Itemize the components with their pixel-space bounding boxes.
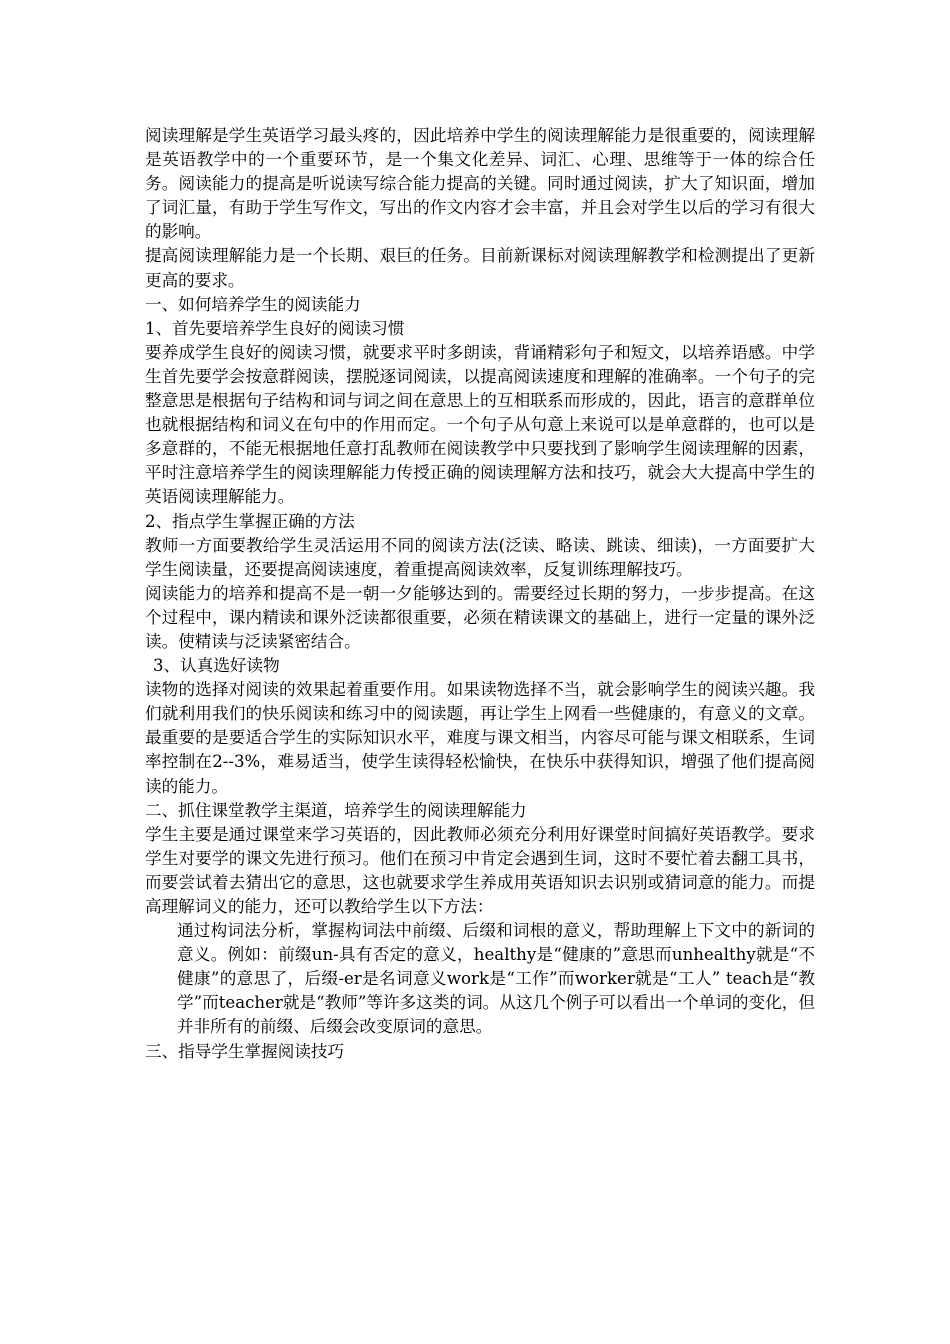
paragraph-choose-materials: 读物的选择对阅读的效果起着重要作用。如果读物选择不当，就会影响学生的阅读兴趣。我们就利用我们的快乐阅读和练习中的阅读题，再让学生上网看一些健康的，有意义的文章。最重要的是要适合学生的实际知识水平，难度与课文相当，内容尽可能与课文相联系，生词率控制在2--3%，难易适当，使学生读得轻松愉快，在快乐中获得知识，增强了他们提高阅读的能力。 xyxy=(145,680,815,796)
paragraph-long-term-effort: 阅读能力的培养和提高不是一朝一夕能够达到的。需要经过长期的努力，一步步提高。在这个过程中，课内精读和课外泛读都很重要，必须在精读课文的基础上，进行一定量的课外泛读。使精读与泛读紧密结合。 xyxy=(145,583,815,651)
paragraph-task: 提高阅读理解能力是一个长期、艰巨的任务。目前新课标对阅读理解教学和检测提出了更新更高的要求。 xyxy=(145,246,815,290)
heading-section-3: 三、指导学生掌握阅读技巧 xyxy=(145,1041,345,1061)
heading-subsection-1: 1、首先要培养学生良好的阅读习惯 xyxy=(145,318,405,338)
heading-subsection-3: 3、认真选好读物 xyxy=(153,656,280,676)
paragraph-intro: 阅读理解是学生英语学习最头疼的，因此培养中学生的阅读理解能力是很重要的，阅读理解是英语教学中的一个重要环节，是一个集文化差异、词汇、心理、思维等于一体的综合任务。阅读能力的提高是听说读写综合能力提高的关键。同时通过阅读，扩大了知识面，增加了词汇量，有助于学生写作文，写出的作文内容才会丰富，并且会对学生以后的学习有很大的影响。 xyxy=(145,126,815,242)
paragraph-reading-methods: 教师一方面要教给学生灵活运用不同的阅读方法(泛读、略读、跳读、细读)，一方面要扩大学生阅读量，还要提高阅读速度，着重提高阅读效率，反复训练理解技巧。 xyxy=(145,535,815,579)
heading-section-2: 二、抓住课堂教学主渠道，培养学生的阅读理解能力 xyxy=(145,800,527,820)
document-body xyxy=(145,124,815,1064)
paragraph-classroom: 学生主要是通过课堂来学习英语的，因此教师必须充分利用好课堂时间搞好英语教学。要求学生对要学的课文先进行预习。他们在预习中肯定会遇到生词，这时不要忙着去翻工具书，而要尝试着去猜出它的意思，这也就要求学生养成用英语知识去识别或猜词意的能力。而提高理解词义的能力，还可以教给学生以下方法： xyxy=(145,824,815,916)
heading-section-1: 一、如何培养学生的阅读能力 xyxy=(145,294,361,314)
heading-subsection-2: 2、指点学生掌握正确的方法 xyxy=(145,511,355,531)
paragraph-word-formation: 通过构词法分析，掌握构词法中前缀、后缀和词根的意义，帮助理解上下文中的新词的意义。例如：前缀un-具有否定的意义，healthy是“健康的”意思而unhealthy就是“不健康”的意思了，后缀-er是名词意义work是“工作”而worker就是“工人” teach是“教学”而teacher就是“教师”等许多这类的词。从这几个例子可以看出一个单词的变化，但并非所有的前缀、后缀会改变原词的意思。 xyxy=(177,921,815,1037)
paragraph-reading-habits: 要养成学生良好的阅读习惯，就要求平时多朗读，背诵精彩句子和短文，以培养语感。中学生首先要学会按意群阅读，摆脱逐词阅读，以提高阅读速度和理解的准确率。一个句子的完整意思是根据句子结构和词与词之间在意思上的互相联系而形成的，因此，语言的意群单位也就根据结构和词义在句中的作用而定。一个句子从句意上来说可以是单意群的，也可以是多意群的，不能无根据地任意打乱教师在阅读教学中只要找到了影响学生阅读理解的因素，平时注意培养学生的阅读理解能力传授正确的阅读理解方法和技巧，就会大大提高中学生的英语阅读理解能力。 xyxy=(145,342,815,507)
